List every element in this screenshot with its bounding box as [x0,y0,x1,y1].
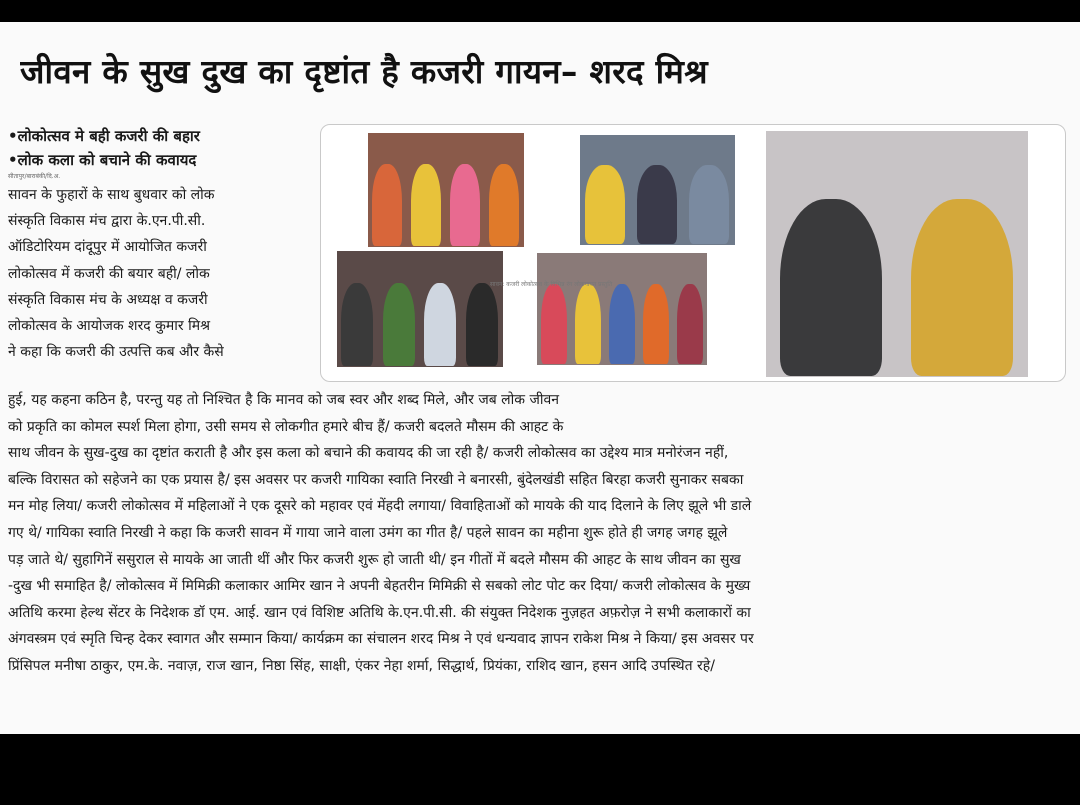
article-line: संस्कृति विकास मंच के अध्यक्ष व कजरी [8,291,208,308]
article-line: अंगवस्त्रम एवं स्मृति चिन्ह देकर स्वागत और सम्मान किया/ कार्यक्रम का संचालन शरद मिश्र ने एवं धन्यवाद ज्ञापन राकेश मिश्र ने किया/ इस अवसर पर [8,631,754,648]
byline: सीतापुर/बाराबंकी/दि.अ. [8,173,61,180]
person-figure [677,284,703,364]
person-figure [575,284,601,364]
photo-collage [320,124,1066,382]
article-line: बल्कि विरासत को सहेजने का एक प्रयास है/ इस अवसर पर कजरी गायिका स्वाति निरखी ने बनारसी, बुंदेलखंडी सहित बिरहा कजरी सुनाकर सबका [8,471,744,488]
photo-audience [337,251,503,367]
subheadline-bullet: •लोकोत्सव मे बही कजरी की बहार [8,127,200,145]
photo-performers-closeup [766,131,1028,377]
photo-women-group [368,133,524,247]
person-figure [466,283,498,366]
article-line: संस्कृति विकास मंच द्वारा के.एन.पी.सी. [8,213,206,230]
person-figure [541,284,567,364]
person-figure [689,165,729,244]
person-figure [372,164,402,246]
person-figure [341,283,373,366]
article-body [8,387,1074,680]
photo-group-stage [537,253,707,365]
subheadline-bullet: •लोक कला को बचाने की कवायद [8,151,197,169]
subheadline-bullets [8,124,320,172]
person-figure [411,164,441,246]
article-line: लोकोत्सव के आयोजक शरद कुमार मिश्र [8,317,211,334]
article-line: गए थे/ गायिका स्वाति निरखी ने कहा कि कजरी सावन में गाया जाने वाला उमंग का गीत है/ पहले सावन का महीना शुरू होते ही जगह जगह झूले [8,524,728,541]
person-figure [585,165,625,244]
person-figure [489,164,519,246]
article-line: सावन के फुहारों के साथ बुधवार को लोक [8,187,215,203]
person-figure [609,284,635,364]
article-line: पड़ जाते थे/ सुहागिनें ससुराल से मायके आ जाती थीं और फिर कजरी शुरू हो जाती थी/ इन गीतों में बदले मौसम की आहट के साथ जीवन का सुख [8,551,741,568]
article-line: मन मोह लिया/ कजरी लोकोत्सव में महिलाओं ने एक दूसरे को महावर एवं मेंहदी लगाया/ विवाहिताओं को मायके की याद दिलाने के लिए झूले भी डाले [8,498,752,515]
person-figure [780,199,882,376]
person-figure [450,164,480,246]
article-line: साथ जीवन के सुख-दुख का दृष्टांत कराती है और इस कला को बचाने की कवायद की जा रही है/ कजरी लोकोत्सव का उद्देश्य मात्र मनोरंजन नहीं, [8,445,729,462]
person-figure [383,283,415,366]
article-left-column [8,182,328,365]
article-line: को प्रकृति का कोमल स्पर्श मिला होगा, उसी समय से लोकगीत हमारे बीच हैं/ कजरी बदलते मौसम की आहट के [8,418,564,435]
person-figure [643,284,669,364]
article-line: हुई, यह कहना कठिन है, परन्तु यह तो निश्चित है कि मानव को जब स्वर और शब्द मिले, और जब लोक जीवन [8,392,560,408]
person-figure [637,165,677,244]
article-line: लोकोत्सव में कजरी की बयार बही/ लोक [8,265,210,282]
article-line: अतिथि करमा हेल्थ सेंटर के निदेशक डॉ एम. आई. खान एवं विशिष्ट अतिथि के.एन.पी.सी. की संयुक्त निदेशक नुज़हत अफ़रोज़ ने सभी कलाकारों का [8,604,751,621]
person-figure [911,199,1013,376]
article-line: प्रिंसिपल मनीषा ठाकुर, एम.के. नवाज़, राज खान, निष्ठा सिंह, साक्षी, एंकर नेहा शर्मा, सिद्धार्थ, प्रियंका, राशिद खान, हसन आदि उपस्थित रहे/ [8,657,715,674]
newspaper-clipping [0,22,1080,734]
article-line: -दुख भी समाहित है/ लोकोत्सव में मिमिक्री कलाकार आमिर खान ने अपनी बेहतरीन मिमिक्री से सबको लोट पोट कर दिया/ कजरी लोकोत्सव के मुख्य [8,578,751,595]
person-figure [424,283,456,366]
headline: जीवन के सुख दुख का दृष्टांत है कजरी गायन– शरद मिश्र [20,52,708,91]
article-line: ने कहा कि कजरी की उत्पत्ति कब और कैसे [8,344,224,361]
photo-singer-stage [580,135,735,245]
photo-caption: सावन: कजरी लोकोत्सव के विभिन्न रंग लोकगायन प्रस्तुति [490,281,613,288]
article-line: ऑडिटोरियम दांदूपुर में आयोजित कजरी [8,239,207,256]
